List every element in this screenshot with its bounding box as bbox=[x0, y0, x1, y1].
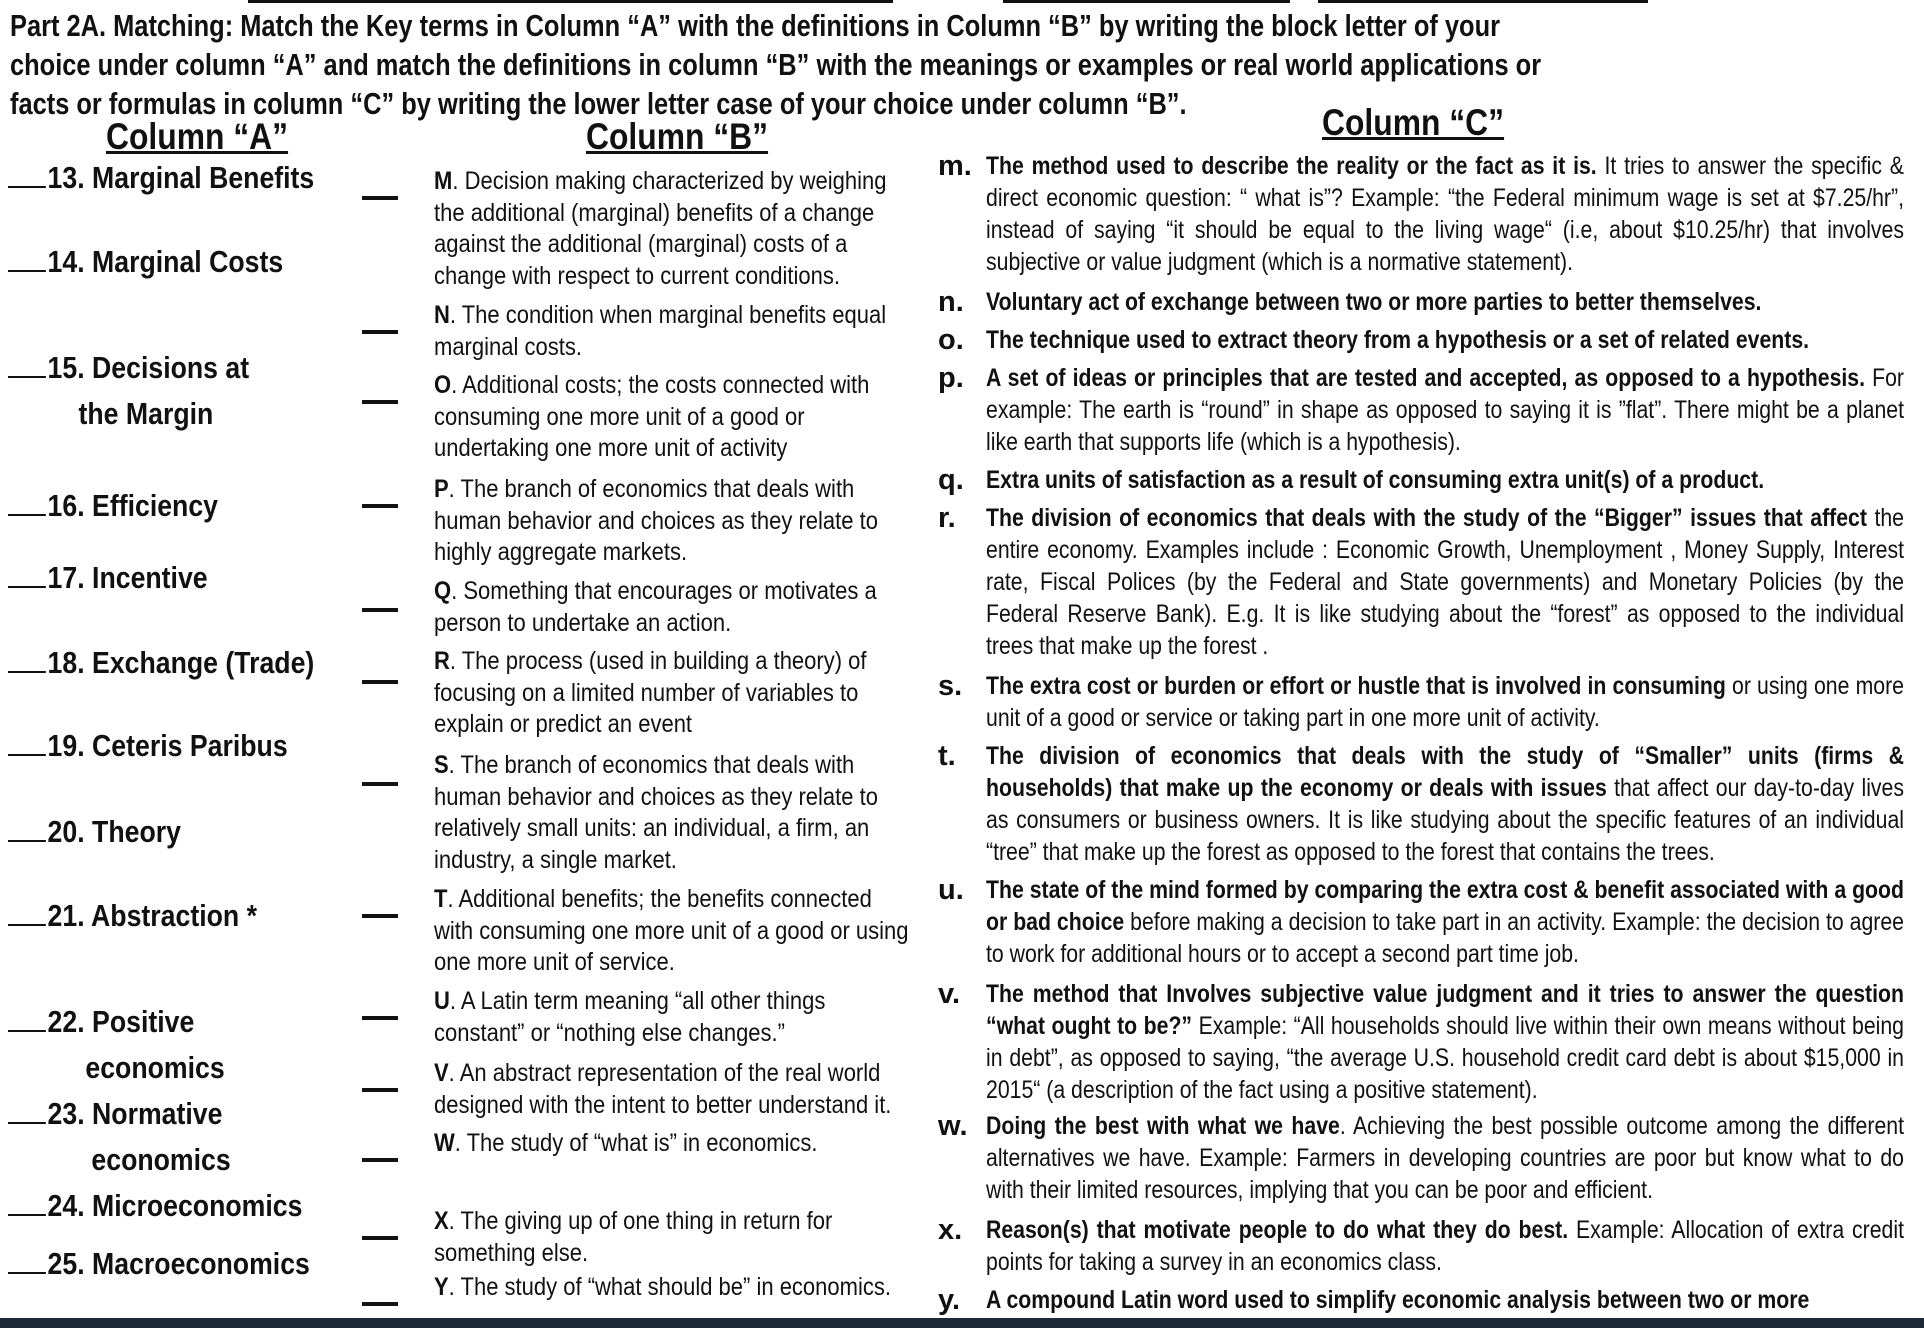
term-17: 17. Incentive bbox=[8, 560, 208, 596]
answer-blank-b[interactable] bbox=[362, 196, 398, 200]
definition-b-n: N. The condition when marginal benefits equal marginal costs. bbox=[434, 301, 887, 361]
answer-blank-b[interactable] bbox=[362, 400, 398, 404]
definition-b-x: X. The giving up of one thing in return for something else. bbox=[434, 1207, 833, 1267]
letter-c-x: x. bbox=[938, 1214, 963, 1246]
answer-blank[interactable] bbox=[8, 1272, 46, 1274]
letter-c-t: t. bbox=[938, 740, 956, 772]
answer-blank-b[interactable] bbox=[362, 1236, 398, 1240]
answer-blank-b[interactable] bbox=[362, 1016, 398, 1020]
answer-blank[interactable] bbox=[8, 671, 46, 673]
answer-blank-b[interactable] bbox=[362, 680, 398, 684]
definition-c-o: The technique used to extract theory from a hypothesis or a set of related events. bbox=[986, 326, 1810, 354]
letter-c-r: r. bbox=[938, 502, 956, 534]
definition-c-s: The extra cost or burden or effort or hustle that is involved in consuming or using one more unit of a good or service or taking part in one more unit of activity. bbox=[986, 672, 1904, 732]
term-22-line2: economics bbox=[85, 1050, 225, 1085]
answer-blank[interactable] bbox=[8, 1030, 46, 1032]
answer-blank[interactable] bbox=[8, 186, 46, 188]
answer-blank[interactable] bbox=[8, 1214, 46, 1216]
term-18: 18. Exchange (Trade) bbox=[8, 645, 314, 681]
letter-c-v: v. bbox=[938, 978, 961, 1010]
definition-b-o: O. Additional costs; the costs connected with consuming one more unit of a good or undertaking one more unit of activity bbox=[434, 371, 870, 462]
column-b-header: Column “B” bbox=[586, 116, 769, 157]
definition-c-m: The method used to describe the reality or the fact as it is. It tries to answer the specific & direct economic question: “ what is”? Example: “the Federal minimum wage is set at $7.25/hr”, instead of saying “it should be equal to the living wage“ (i.e, about $10.25/hr) that involves subjective or value judgment (which is a normative statement). bbox=[986, 152, 1904, 276]
definition-c-w: Doing the best with what we have. Achieving the best possible outcome among the different alternatives we have. Example: Farmers in developing countries are poor but know what to do with their limited resources, implying that you can be poor and efficient. bbox=[986, 1112, 1904, 1204]
definition-c-n: Voluntary act of exchange between two or more parties to better themselves. bbox=[986, 288, 1762, 316]
instructions: Part 2A. Matching: Match the Key terms in Column “A” with the definitions in Column “B” by writing the block letter of your choice under column “A” and match the definitions in column “B” with the meanings or examples or real world applications or facts or formulas in column “C” by writing the lower letter case of your choice under column “B”. bbox=[10, 8, 1542, 121]
definition-c-p: A set of ideas or principles that are tested and accepted, as opposed to a hypothesis. For example: The earth is “round” in shape as opposed to saying it is ”flat”. There might be a planet like earth that supports life (which is a hypothesis). bbox=[986, 364, 1904, 456]
top-rule-2 bbox=[1003, 0, 1290, 3]
definition-b-w: W. The study of “what is” in economics. bbox=[434, 1129, 818, 1157]
answer-blank[interactable] bbox=[8, 840, 46, 842]
letter-c-m: m. bbox=[938, 150, 972, 182]
letter-c-n: n. bbox=[938, 286, 964, 318]
term-22: 22. Positive bbox=[8, 1004, 194, 1040]
top-rule-3 bbox=[1318, 0, 1648, 3]
answer-blank[interactable] bbox=[8, 754, 46, 756]
definition-b-m: M. Decision making characterized by weighing the additional (marginal) benefits of a change against the additional (marginal) costs of a change with respect to current conditions. bbox=[434, 167, 887, 290]
definition-c-x: Reason(s) that motivate people to do what they do best. Example: Allocation of extra credit points for taking a survey in an economics class. bbox=[986, 1216, 1904, 1276]
column-c-header: Column “C” bbox=[1322, 102, 1505, 143]
letter-c-u: u. bbox=[938, 874, 964, 906]
letter-c-o: o. bbox=[938, 324, 964, 356]
term-25: 25. Macroeconomics bbox=[8, 1246, 310, 1282]
definition-c-u: The state of the mind formed by comparing the extra cost & benefit associated with a good or bad choice before making a decision to take part in an activity. Example: the decision to agree to work for additional hours or to accept a second part time job. bbox=[986, 876, 1904, 968]
definition-b-r: R. The process (used in building a theory) of focusing on a limited number of variables to explain or predict an event bbox=[434, 647, 867, 738]
term-20: 20. Theory bbox=[8, 814, 181, 850]
definition-c-y: A compound Latin word used to simplify economic analysis between two or more bbox=[986, 1286, 1810, 1314]
definition-c-v: The method that Involves subjective value judgment and it tries to answer the question “what ought to be?” Example: “All households should live within their own means without being in debt”, as opposed to saying, “the average U.S. household credit card debt is about $15,000 in 2015“ (a description of the fact using a positive statement). bbox=[986, 980, 1905, 1104]
definition-b-t: T. Additional benefits; the benefits connected with consuming one more unit of a good or using one more unit of service. bbox=[434, 885, 909, 976]
answer-blank-b[interactable] bbox=[362, 504, 398, 508]
term-15-line2: the Margin bbox=[78, 396, 214, 431]
answer-blank-b[interactable] bbox=[362, 782, 398, 786]
definition-c-r: The division of economics that deals with the study of the “Bigger” issues that affect the entire economy. Examples include : Economic Growth, Unemployment , Money Supply, Interest rate, Fiscal Polices (by the Federal and State governments) and Monetary Policies (by the Federal Reserve Bank). E.g. It is like studying about the “forest” as opposed to the individual trees that make up the forest . bbox=[986, 504, 1904, 660]
definition-b-s: S. The branch of economics that deals with human behavior and choices as they relate to relatively small units: an individual, a firm, an industry, a single market. bbox=[434, 751, 878, 874]
definition-b-v: V. An abstract representation of the real world designed with the intent to better understand it. bbox=[434, 1059, 892, 1119]
answer-blank[interactable] bbox=[8, 376, 46, 378]
definition-b-y: Y. The study of “what should be” in economics. bbox=[434, 1273, 891, 1301]
letter-c-p: p. bbox=[938, 362, 964, 394]
answer-blank[interactable] bbox=[8, 586, 46, 588]
bottom-bar bbox=[0, 1318, 1924, 1328]
column-a-header: Column “A” bbox=[106, 116, 289, 157]
letter-c-q: q. bbox=[938, 464, 964, 496]
definition-b-u: U. A Latin term meaning “all other things constant” or “nothing else changes.” bbox=[434, 987, 826, 1047]
answer-blank[interactable] bbox=[8, 1122, 46, 1124]
term-16: 16. Efficiency bbox=[8, 488, 218, 524]
answer-blank-b[interactable] bbox=[362, 914, 398, 918]
answer-blank[interactable] bbox=[8, 514, 46, 516]
definition-c-t: The division of economics that deals with the study of “Smaller” units (firms & households) that make up the economy or deals with issues that affect our day-to-day lives as consumers or business owners. It is like studying about the specific features of an individual “tree” that make up the forest as opposed to the forest that contains the trees. bbox=[986, 742, 1904, 866]
answer-blank-b[interactable] bbox=[362, 1158, 398, 1162]
answer-blank[interactable] bbox=[8, 270, 46, 272]
definition-c-q: Extra units of satisfaction as a result of consuming extra unit(s) of a product. bbox=[986, 466, 1765, 494]
definition-b-p: P. The branch of economics that deals with human behavior and choices as they relate to highly aggregate markets. bbox=[434, 475, 878, 566]
term-14: 14. Marginal Costs bbox=[8, 244, 283, 280]
term-24: 24. Microeconomics bbox=[8, 1188, 302, 1224]
letter-c-s: s. bbox=[938, 670, 963, 702]
answer-blank[interactable] bbox=[8, 924, 46, 926]
term-15: 15. Decisions at bbox=[8, 350, 249, 386]
top-rule-1 bbox=[248, 0, 893, 3]
term-23-line2: economics bbox=[91, 1142, 231, 1177]
letter-c-y: y. bbox=[938, 1284, 961, 1316]
term-23: 23. Normative bbox=[8, 1096, 222, 1132]
definition-b-q: Q. Something that encourages or motivates a person to undertake an action. bbox=[434, 577, 877, 637]
term-21: 21. Abstraction * bbox=[8, 898, 257, 934]
term-19: 19. Ceteris Paribus bbox=[8, 728, 288, 764]
answer-blank-b[interactable] bbox=[362, 608, 398, 612]
term-13: 13. Marginal Benefits bbox=[8, 160, 314, 196]
answer-blank-b[interactable] bbox=[362, 1302, 398, 1306]
answer-blank-b[interactable] bbox=[362, 330, 398, 334]
letter-c-w: w. bbox=[938, 1110, 968, 1142]
answer-blank-b[interactable] bbox=[362, 1088, 398, 1092]
